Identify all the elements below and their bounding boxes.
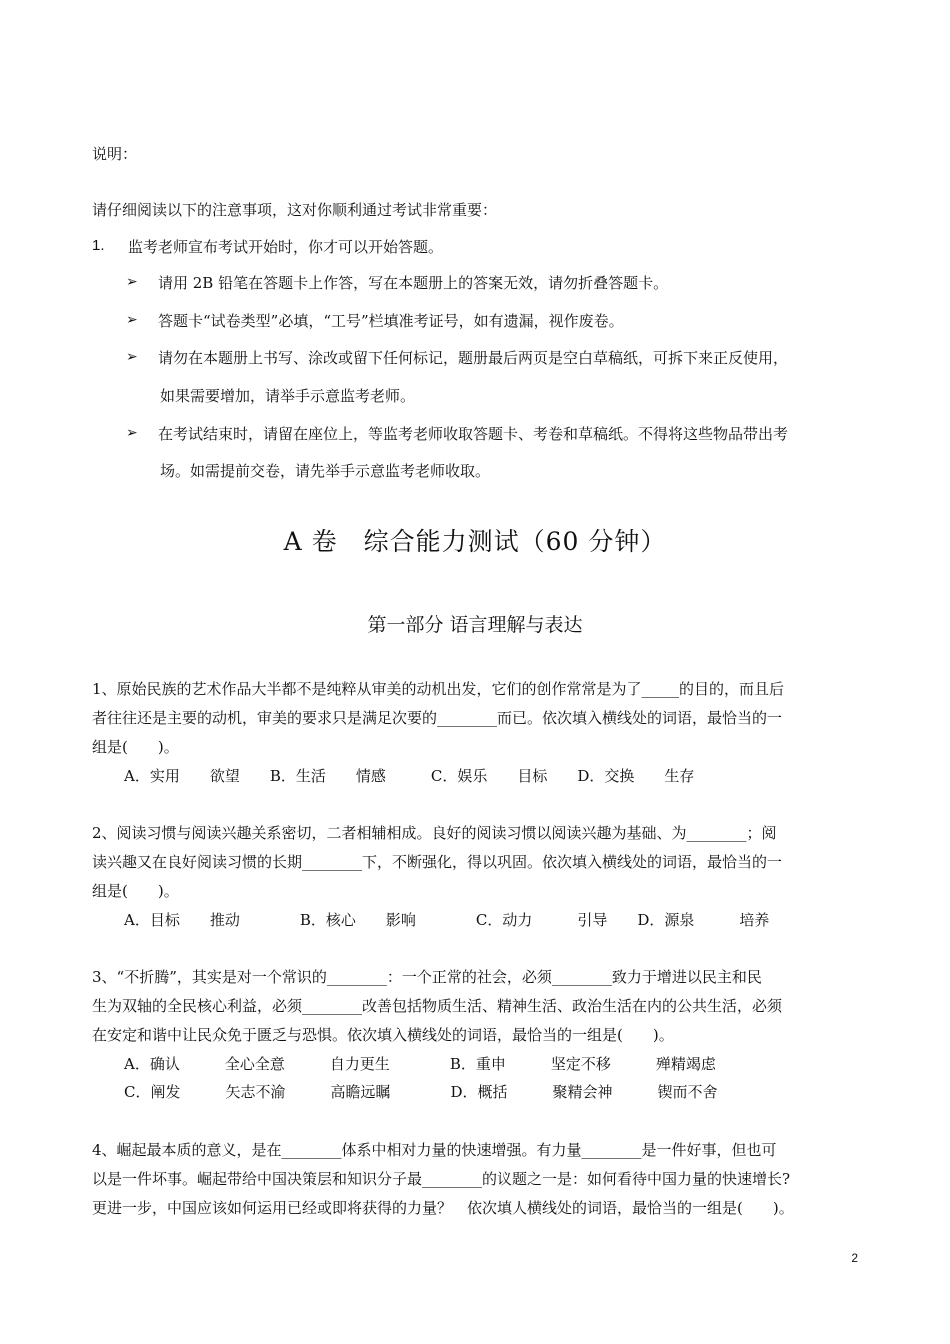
bullet-text-3a: 请勿在本题册上书写、涂改或留下任何标记，题册最后两页是空白草稿纸，可拆下来正反使用， xyxy=(158,349,789,367)
q2-line-2: 读兴趣又在良好阅读习惯的长期________下，不断强化，得以巩固。依次填入横线处的词语，最恰当的一 xyxy=(92,853,783,871)
q3-line-1: 3、“不折腾”，其实是对一个常识的________：一个正常的社会，必须________致力于增进以民主和民 xyxy=(92,968,762,986)
q4-line-1: 4、崛起最本质的意义，是在________体系中相对力量的快速增强。有力量________是一件好事，但也可 xyxy=(92,1141,777,1159)
bullet-text-1: 请用 2B 铅笔在答题卡上作答，写在本题册上的答案无效，请勿折叠答题卡。 xyxy=(158,274,669,292)
q2-options: A．目标 推动 B．核心 影响 C．动力 引导 D．源泉 培养 xyxy=(124,911,770,929)
q2-line-3: 组是( )。 xyxy=(92,882,179,900)
q1-line-3: 组是( )。 xyxy=(92,738,179,756)
intro-label: 说明： xyxy=(92,145,138,163)
bullet-text-2: 答题卡“试卷类型”必填，“工号”栏填准考证号，如有遗漏，视作废卷。 xyxy=(158,312,624,330)
q1-line-2: 者往往还是主要的动机，审美的要求只是满足次要的________而已。依次填入横线处的词语，最恰当的一 xyxy=(92,709,783,727)
q3-line-3: 在安定和谐中让民众免于匮乏与恐惧。依次填入横线处的词语，最恰当的一组是( )。 xyxy=(92,1026,674,1044)
bullet-arrow-icon: ➢ xyxy=(126,349,138,365)
q3-options-2: C．阐发 矢志不渝 高瞻远瞩 D．概括 聚精会神 锲而不舍 xyxy=(124,1083,718,1101)
bullet-text-4a: 在考试结束时，请留在座位上，等监考老师收取答题卡、考卷和草稿纸。不得将这些物品带出考 xyxy=(158,425,789,443)
bullet-arrow-icon: ➢ xyxy=(126,425,138,441)
bullet-text-4b: 场。如需提前交卷，请先举手示意监考老师收取。 xyxy=(160,462,491,480)
bullet-arrow-icon: ➢ xyxy=(126,312,138,328)
page-number: 2 xyxy=(851,1251,858,1265)
q4-line-3: 更进一步，中国应该如何运用已经或即将获得的力量？ 依次填人横线处的词语，最恰当的一组是( )。 xyxy=(92,1199,794,1217)
bullet-text-3b: 如果需要增加，请举手示意监考老师。 xyxy=(160,387,416,405)
section-title: A 卷 综合能力测试（60 分钟） xyxy=(283,527,667,556)
intro-item-1: 监考老师宣布考试开始时，你才可以开始答题。 xyxy=(128,238,444,256)
item-number: 1. xyxy=(92,237,105,254)
bullet-arrow-icon: ➢ xyxy=(126,274,138,290)
intro-lead: 请仔细阅读以下的注意事项，这对你顺利通过考试非常重要： xyxy=(92,201,498,219)
q2-line-1: 2、阅读习惯与阅读兴趣关系密切，二者相辅相成。良好的阅读习惯以阅读兴趣为基础、为________；阅 xyxy=(92,824,777,842)
q1-line-1: 1、原始民族的艺术作品大半都不是纯粹从审美的动机出发，它们的创作常常是为了_____的目的，而且后 xyxy=(92,680,785,698)
part-title: 第一部分 语言理解与表达 xyxy=(367,614,583,636)
q4-line-2: 以是一件坏事。崛起带给中国决策层和知识分子最________的议题之一是：如何看待中国力量的快速增长? xyxy=(92,1170,791,1188)
q1-options: A．实用 欲望 B．生活 情感 C．娱乐 目标 D．交换 生存 xyxy=(124,767,695,785)
q3-line-2: 生为双轴的全民核心利益，必须________改善包括物质生活、精神生活、政治生活在内的公共生活，必须 xyxy=(92,997,783,1015)
q3-options-1: A．确认 全心全意 自力更生 B．重申 坚定不移 殚精竭虑 xyxy=(124,1055,716,1073)
